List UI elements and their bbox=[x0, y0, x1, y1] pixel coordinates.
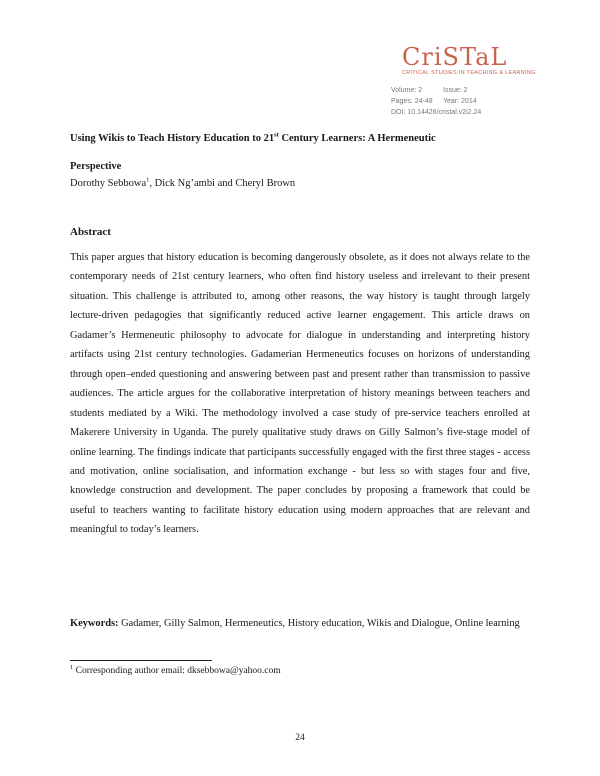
abstract-text: This paper argues that history education is becoming dangerously obsolete, as it does not always relate to the contemporary needs of 21st century learners, who often find history useless and irrelevant to their present situation. This challenge is attributed to, among other reasons, the way history is taught through largely lecture-driven pedagogies that significantly reduced active learner engagement. This article draws on Gadamer’s Hermeneutic philosophy to advocate for dialogue in understanding and interpreting history artifacts using 21st century technologies. Gadamerian Hermeneutics focuses on horizons of understanding through open–ended questioning and answering between past and present rather than transmission to passive audiences. The article argues for the collaborative interpretation of history meanings between teachers and students mediated by a Wiki. The methodology involved a case study of pre-service teachers enrolled at Makerere University in Uganda. The purely qualitative study draws on Gilly Salmon’s five-stage model of online learning. The findings indicate that participants successfully engaged with the first three stages - access and motivation, online socialisation, and information exchange - but less so with stages four and five, knowledge construction and development. The paper concludes by proposing a framework that could be useful to teachers wanting to facilitate history education using modern approaches that are relevant and meaningful to today’s learners. bbox=[70, 252, 530, 536]
footnote-divider bbox=[70, 660, 212, 661]
journal-meta bbox=[391, 85, 481, 118]
issue: Issue: 2 bbox=[443, 87, 468, 94]
paper-title bbox=[70, 125, 530, 181]
footnote bbox=[70, 663, 281, 676]
author-footnote-marker: 1 bbox=[146, 176, 150, 184]
title-line2: Perspective bbox=[70, 161, 122, 172]
logo-title: CriSTaL bbox=[402, 43, 508, 71]
author-first: Dorothy Sebbowa bbox=[70, 178, 147, 189]
footnote-marker: 1 bbox=[70, 663, 74, 671]
title-line1-post: Century Learners: A Hermeneutic bbox=[278, 133, 436, 144]
volume: Volume: 2 bbox=[391, 87, 423, 94]
keywords bbox=[70, 614, 530, 634]
abstract-heading: Abstract bbox=[70, 226, 111, 238]
year: Year: 2014 bbox=[443, 98, 477, 105]
keywords-text: Gadamer, Gilly Salmon, Hermeneutics, History education, Wikis and Dialogue, Online learning bbox=[118, 618, 520, 629]
title-line1-pre: Using Wikis to Teach History Education to 21 bbox=[70, 133, 275, 144]
journal-logo bbox=[402, 44, 577, 76]
page-number: 24 bbox=[295, 733, 305, 743]
footnote-text: Corresponding author email: dksebbowa@yahoo.com bbox=[73, 666, 281, 676]
authors bbox=[70, 178, 295, 189]
pages: Pages: 24-48 bbox=[391, 98, 433, 105]
doi: DOI: 10.14426/cristal.v2i2.24 bbox=[391, 109, 482, 116]
authors-rest: , Dick Ng’ambi and Cheryl Brown bbox=[149, 178, 296, 189]
title-sup: st bbox=[274, 131, 279, 139]
logo-subtitle: CRITICAL STUDIES IN TEACHING & LEARNING bbox=[402, 70, 536, 76]
keywords-label: Keywords: bbox=[70, 618, 119, 629]
